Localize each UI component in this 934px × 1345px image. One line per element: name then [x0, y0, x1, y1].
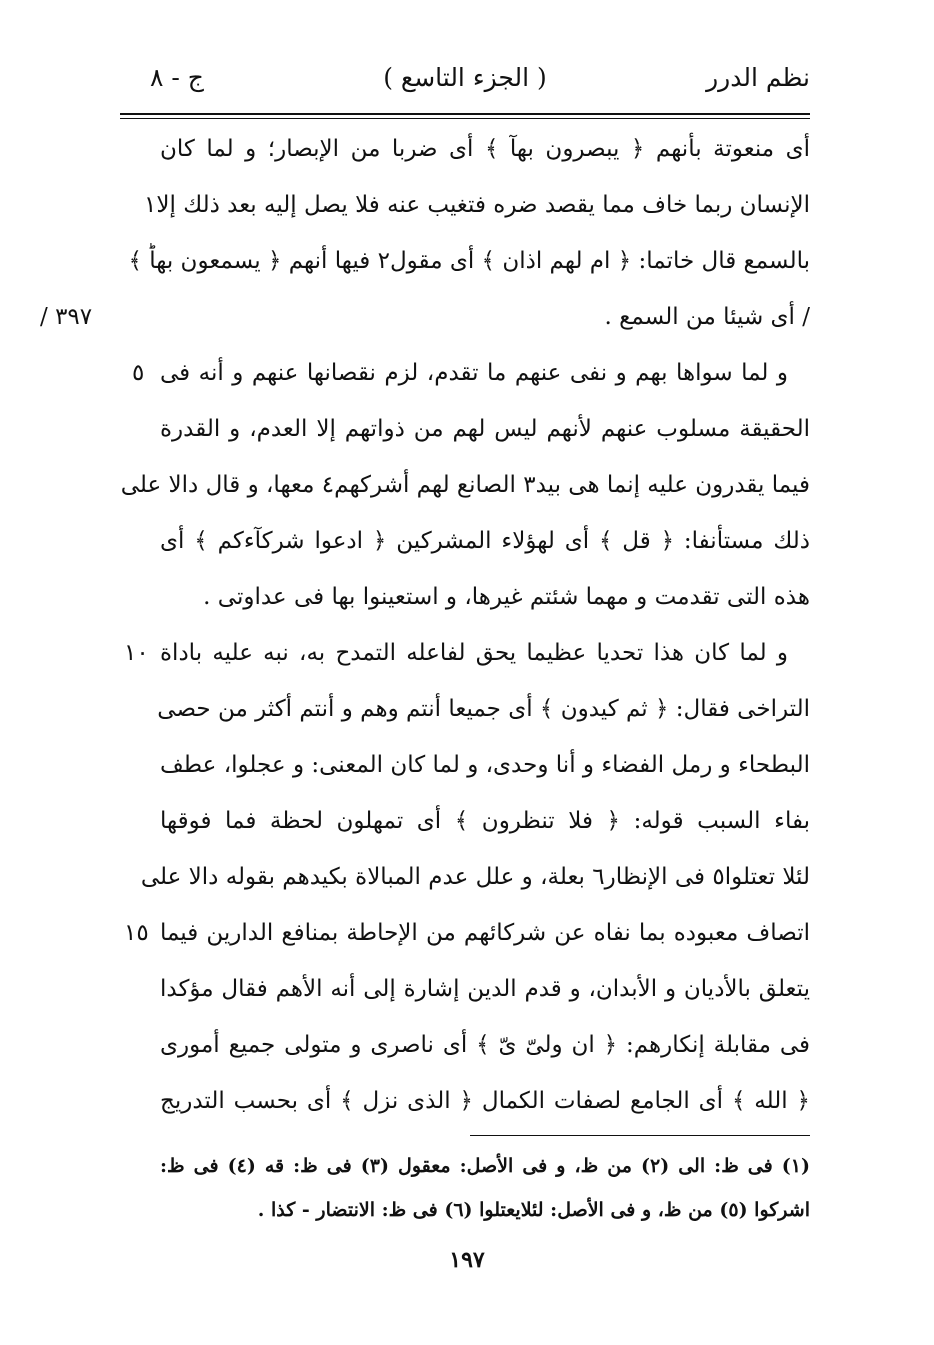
header-rule-thick [120, 113, 810, 115]
book-title: نظم الدرر [706, 63, 810, 92]
body-line-11: التراخى فقال: ﴿ ثم كيدون ﴾ أى جميعا أنتم وهم و أنتم أكثر من حصى [157, 696, 810, 722]
body-line-8: ذلك مستأنفا: ﴿ قل ﴾ أى لهؤلاء المشركين ﴿ ادعوا شركآءكم ﴾ أى [160, 528, 810, 554]
body-line-6: الحقيقة مسلوب عنهم لأنهم ليس لهم من ذواتهم إلا العدم، و القدرة [160, 416, 810, 442]
body-line-17: فى مقابلة إنكارهم: ﴿ ان ولىّ ىّ ﴾ أى ناصرى و متولى جميع أمورى [160, 1032, 810, 1058]
line-number-15: ١٥ [124, 920, 149, 946]
line-number-10: ١٠ [124, 640, 149, 666]
body-line-16: يتعلق بالأديان و الأبدان، و قدم الدين إشارة إلى أنه الأهم فقال مؤكدا [160, 976, 810, 1002]
body-line-13: بفاء السبب قوله: ﴿ فلا تنظرون ﴾ أى تمهلون لحظة فما فوقها [160, 808, 810, 834]
body-line-4: / أى شيئا من السمع . [604, 304, 810, 330]
body-line-18: ﴿ الله ﴾ أى الجامع لصفات الكمال ﴿ الذى نزل ﴾ أى بحسب التدريج [160, 1088, 810, 1114]
volume-number: ج - ٨ [150, 63, 204, 92]
manuscript-page-reference: ٣٩٧ / [40, 304, 93, 330]
part-title: ( الجزء التاسع ) [383, 63, 547, 92]
body-line-5: و لما سواها بهم و نفى عنهم ما تقدم، لزم نقصانها عنهم و أنه فى [160, 360, 789, 386]
body-line-2: الإنسان ربما خاف مما يقصد ضره فتغيب عنه فلا يصل إليه بعد ذلك إلا١ [144, 192, 810, 218]
page-number: ١٩٧ [449, 1247, 485, 1273]
body-line-14: لئلا تعتلوا٥ فى الإنظار٦ بعلة، و علل عدم المبالاة بكيدهم بقوله دالا على [140, 864, 810, 890]
line-number-5: ٥ [132, 360, 145, 386]
header-rule-thin [120, 118, 810, 119]
body-line-7: فيما يقدرون عليه إنما هى بيد٣ الصانع لهم أشركهم٤ معها، و قال دالا على [120, 472, 810, 498]
body-line-15: اتصاف معبوده بما نفاه عن شركائهم من الإحاطة بمنافع الدارين فيما [160, 920, 810, 946]
running-header [120, 58, 810, 98]
body-line-12: البطحاء و رمل الفضاء و أنا وحدى، و لما كان المعنى: و عجلوا، عطف [160, 752, 810, 778]
footnote-rule [470, 1135, 810, 1136]
body-line-1: أى منعوتة بأنهم ﴿ يبصرون بهآ ﴾ أى ضربا من الإبصار؛ و لما كان [160, 136, 810, 162]
body-line-9: هذه التى تقدمت و مهما شئتم غيرها، و استعينوا بها فى عداوتى . [203, 584, 810, 610]
body-line-10: و لما كان هذا تحديا عظيما يحق لفاعله التمدح به، نبه عليه باداة [160, 640, 788, 666]
footnote-line-1: (١) فى ظ: الى (٢) من ظ، و فى الأصل: معقول (٣) فى ظ: قه (٤) فى ظ: [160, 1155, 810, 1177]
body-line-3: بالسمع قال خاتما: ﴿ ام لهم اذان ﴾ أى مقول٢ فيها أنهم ﴿ يسمعون بهاؕ ﴾ [128, 248, 810, 274]
footnote-line-2: اشركوا (٥) من ظ، و فى الأصل: لئلايعتلوا (٦) فى ظ: الانتضار - كذا . [257, 1199, 810, 1221]
